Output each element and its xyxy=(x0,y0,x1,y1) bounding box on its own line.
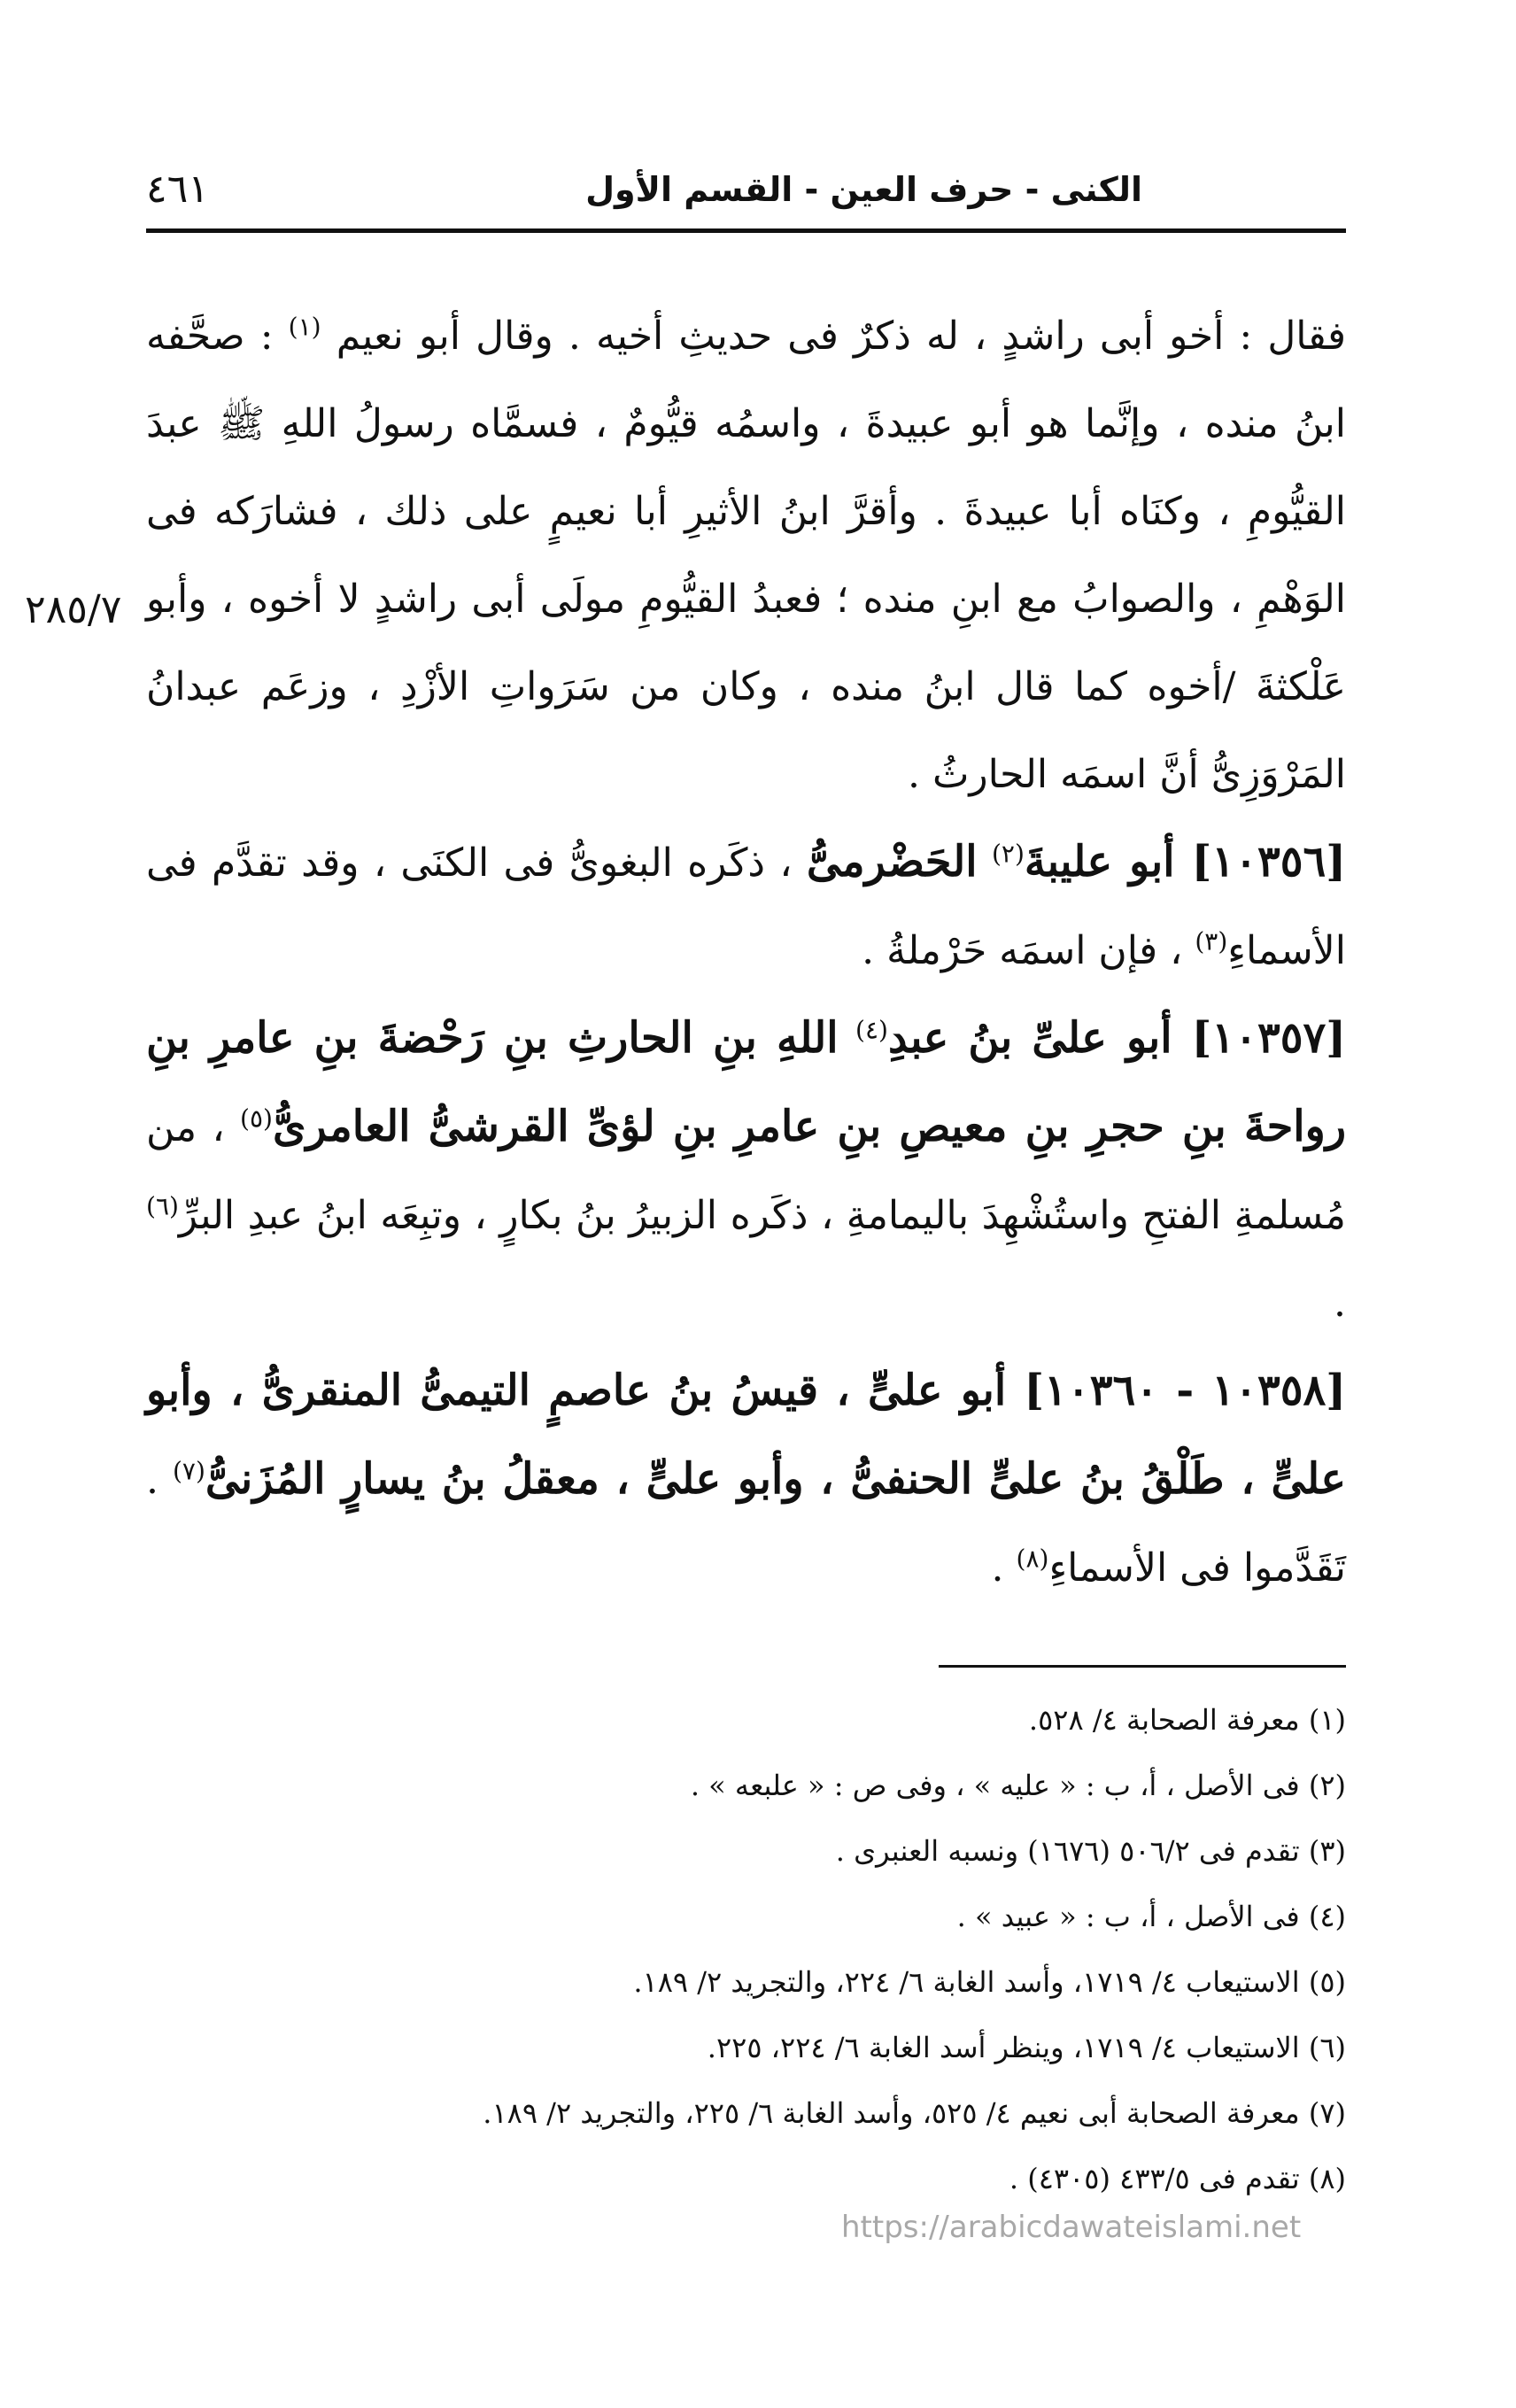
footnote-rule xyxy=(939,1665,1346,1668)
header-title: الكنى - حرف العين - القسم الأول xyxy=(585,170,1142,209)
running-header xyxy=(146,159,1346,230)
footnote-3: (٣) تقدم فى ٥٠٦/٢ (١٦٧٦) ونسبه العنبرى . xyxy=(835,1834,1346,1868)
entry-10356 xyxy=(146,818,1346,995)
footnote-ref: (٦) xyxy=(146,1191,179,1221)
footnotes xyxy=(146,1687,1346,2211)
entry-heading: [١٠٣٥٨ - ١٠٣٦٠] أبو علىٍّ ، قيسُ بنُ عاصمٍ التيمىُّ المنقرىُّ ، وأبو علىٍّ ، طَلْقُ بنُ علىٍّ الحنفىُّ ، وأبو علىٍّ ، معقلُ بنُ يسارٍ المُزَنىُّ xyxy=(146,1366,1346,1504)
footnote-1: (١) معرفة الصحابة ٤/ ٥٢٨. xyxy=(1028,1703,1346,1737)
entry-text-end: . xyxy=(1334,1281,1346,1326)
header-rule xyxy=(146,228,1346,233)
footnote-ref: (٧) xyxy=(172,1456,205,1486)
entry-heading: [١٠٣٥٧] أبو علىِّ بنُ عبدِ xyxy=(887,1013,1346,1063)
footnote-4: (٤) فى الأصل ، أ، ب : « عبيد » . xyxy=(956,1900,1346,1933)
footnote-ref: (٨) xyxy=(1016,1544,1049,1574)
margin-volume-page-note: ٢٨٥/٧ xyxy=(25,587,122,632)
entry-text: ، ذكَره البغوىُّ فى الكنَى ، وقد تقدَّم فى الأسماءِ xyxy=(146,840,1346,973)
footnote-ref: (٥) xyxy=(240,1103,273,1134)
footnote-8: (٨) تقدم فى ٤٣٣/٥ (٤٣٠٥) . xyxy=(1009,2162,1346,2195)
footnote-5: (٥) الاستيعاب ٤/ ١٧١٩، وأسد الغابة ٦/ ٢٢٤، والتجريد ٢/ ١٨٩. xyxy=(633,1965,1346,1999)
intro-paragraph xyxy=(146,292,1346,818)
intro-text-cont: : صحَّفه ابنُ منده ، وإنَّما هو أبو عبيدةَ ، واسمُه قيُّومٌ ، فسمَّاه رسولُ اللهِ ﷺ عبدَ القيُّومِ ، وكنَاه أبا عبيدةَ . وأقرَّ ابنُ الأثيرِ أبا نعيمٍ على ذلك ، فشارَكه فى الوَهْمِ ، والصوابُ مع ابنِ منده ؛ فعبدُ القيُّومِ مولَى أبى راشدٍ لا أخوه ، وأبو عَلْكثةَ /أخوه كما قال ابنُ منده ، وكان من سَرَواتِ الأزْدِ ، وزعَم عبدانُ المَرْوَزِىُّ أنَّ اسمَه الحارثُ . xyxy=(146,314,1346,797)
footnote-6: (٦) الاستيعاب ٤/ ١٧١٩، وينظر أسد الغابة ٦/ ٢٢٤، ٢٢٥. xyxy=(707,2031,1346,2064)
entry-text: . تَقَدَّموا فى الأسماءِ xyxy=(146,1458,1346,1591)
entry-10357 xyxy=(146,995,1346,1347)
footnote-ref: (١) xyxy=(288,312,321,342)
entry-text: ، من مُسلمةِ الفتحِ واستُشْهِدَ باليمامةِ ، ذكَره الزبيرُ بنُ بكارٍ ، وتبِعَه ابنُ عبدِ البرِّ xyxy=(146,1105,1346,1238)
footnote-ref: (٤) xyxy=(855,1015,888,1045)
page-number: ٤٦١ xyxy=(146,166,209,212)
entry-10358-10360 xyxy=(146,1347,1346,1612)
entry-heading-cont: الحَضْرمىُّ xyxy=(806,837,978,887)
footnote-7: (٧) معرفة الصحابة أبى نعيم ٤/ ٥٢٥، وأسد الغابة ٦/ ٢٢٥، والتجريد ٢/ ١٨٩. xyxy=(483,2096,1346,2130)
footnote-2: (٢) فى الأصل ، أ، ب : « عليه » ، وفى ص : « علبعه » . xyxy=(690,1769,1346,1802)
main-text xyxy=(146,292,1346,1612)
footnote-ref: (٢) xyxy=(991,839,1025,869)
footnote-ref: (٣) xyxy=(1195,926,1228,956)
watermark-url: https://arabicdawateislami.net xyxy=(841,2210,1302,2245)
entry-heading-cont: اللهِ بنِ الحارثِ بنِ رَحْضةَ بنِ عامرِ بنِ رواحةَ بنِ حجرِ بنِ معيصِ بنِ عامرِ بنِ لؤىِّ القرشىُّ العامرىُّ xyxy=(146,1013,1346,1151)
entry-text-cont: ، فإن اسمَه حَرْملةُ . xyxy=(862,928,1183,973)
intro-text: فقال : أخو أبى راشدٍ ، له ذكرٌ فى حديثِ أخيه . وقال أبو نعيم xyxy=(336,314,1346,359)
entry-text-end: . xyxy=(991,1545,1004,1591)
entry-heading: [١٠٣٥٦] أبو عليبةَ xyxy=(1024,837,1346,887)
